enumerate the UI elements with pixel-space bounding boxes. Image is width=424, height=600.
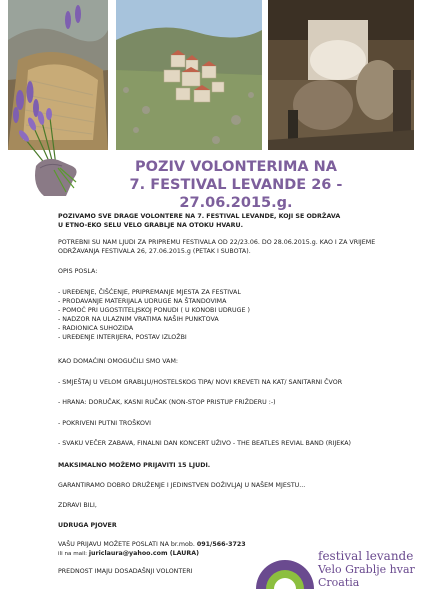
contact-phone[interactable]: 091/566-3723 xyxy=(196,541,246,548)
jobs-item: - RADIONICA SUHOZIDA xyxy=(58,325,134,332)
logo-line-2: Velo Grablje hvar xyxy=(318,563,415,576)
jobs-item: - PRODAVANJE MATERIJALA UDRUGE NA ŠTANDOVIMA xyxy=(58,298,227,305)
offer-item: - SVAKU VEČER ZABAVA, FINALNI DAN KONCERT UŽIVO - THE BEATLES REVIAL BAND (RIJEKA) xyxy=(58,440,352,447)
intro-line-1: POZIVAMO SVE DRAGE VOLONTERE NA 7. FESTIVAL LEVANDE, KOJI SE ODRŽAVA xyxy=(58,213,341,220)
jobs-item: - POMOĆ PRI UGOSTITELJSKOJ PONUDI ( U KONOBI UDRUGE ) xyxy=(58,307,250,314)
offer-item: - SMJEŠTAJ U VELOM GRABLJU/HOSTELSKOG TIPA/ NOVI KREVETI NA KAT/ SANITARNI ČVOR xyxy=(58,379,343,386)
hand-lavender-illustration xyxy=(14,108,84,198)
festival-logo-text xyxy=(318,550,415,589)
logo-line-1: festival levande xyxy=(318,549,414,563)
contact-mail[interactable]: juriclaura@yahoo.com (LAURA) xyxy=(88,550,199,557)
contact-mail-line xyxy=(58,550,199,558)
organization-name: UDRUGA PJOVER xyxy=(58,522,117,529)
jobs-item: - UREĐENJE INTERIJERA, POSTAV IZLOŽBI xyxy=(58,334,187,341)
contact-phone-prefix: VAŠU PRIJAVU MOŽETE POSLATI NA br.mob. xyxy=(58,541,197,548)
offer-item: - HRANA: DORUČAK, KASNI RUČAK (NON-STOP PRISTUP FRIŽDERU :-) xyxy=(58,399,276,406)
contact-mail-prefix: ili na mail: xyxy=(58,551,89,557)
jobs-item: - NADZOR NA ULAZNIM VRATIMA NAŠIH PUNKTOVA xyxy=(58,316,219,323)
offer-item: - POKRIVENI PUTNI TROŠKOVI xyxy=(58,420,152,427)
greeting-text: ZDRAVI BILI, xyxy=(58,502,97,509)
needs-line-2: ODRŽAVANJA FESTIVALA 26, 27.06.2015.g (PETAK I SUBOTA). xyxy=(58,248,251,255)
max-volunteers: MAKSIMALNO MOŽEMO PRIJAVITI 15 LJUDI. xyxy=(58,462,211,469)
priority-text: PREDNOST IMAJU DOSADAŠNJI VOLONTERI xyxy=(58,568,193,575)
festival-logo-mark xyxy=(252,555,318,591)
logo-line-3: Croatia xyxy=(318,576,360,589)
page-title: POZIV VOLONTERIMA NA xyxy=(134,159,338,175)
guarantee-text: GARANTIRAMO DOBRO DRUŽENJE I JEDINSTVEN DOŽIVLJAJ U NAŠEM MJESTU... xyxy=(58,482,306,489)
jobs-heading: OPIS POSLA: xyxy=(58,268,98,275)
workshop-photo xyxy=(268,0,414,150)
village-photo xyxy=(116,0,262,150)
needs-line-1: POTREBNI SU NAM LJUDI ZA PRIPREMU FESTIVALA OD 22/23.06. DO 28.06.2015.g. KAO I ZA VRIJEME xyxy=(58,239,376,246)
page-subtitle: 7. FESTIVAL LEVANDE 26 - 27.06.2015.g. xyxy=(129,177,343,211)
offer-heading: KAO DOMAĆINI OMOGUĆILI SMO VAM: xyxy=(58,358,179,365)
intro-line-2: U ETNO-EKO SELU VELO GRABLJE NA OTOKU HVARU. xyxy=(58,222,244,229)
contact-phone-line xyxy=(58,541,246,549)
jobs-item: - UREĐENJE, ČIŠĆENJE, PRIPREMANJE MJESTA ZA FESTIVAL xyxy=(58,289,241,296)
